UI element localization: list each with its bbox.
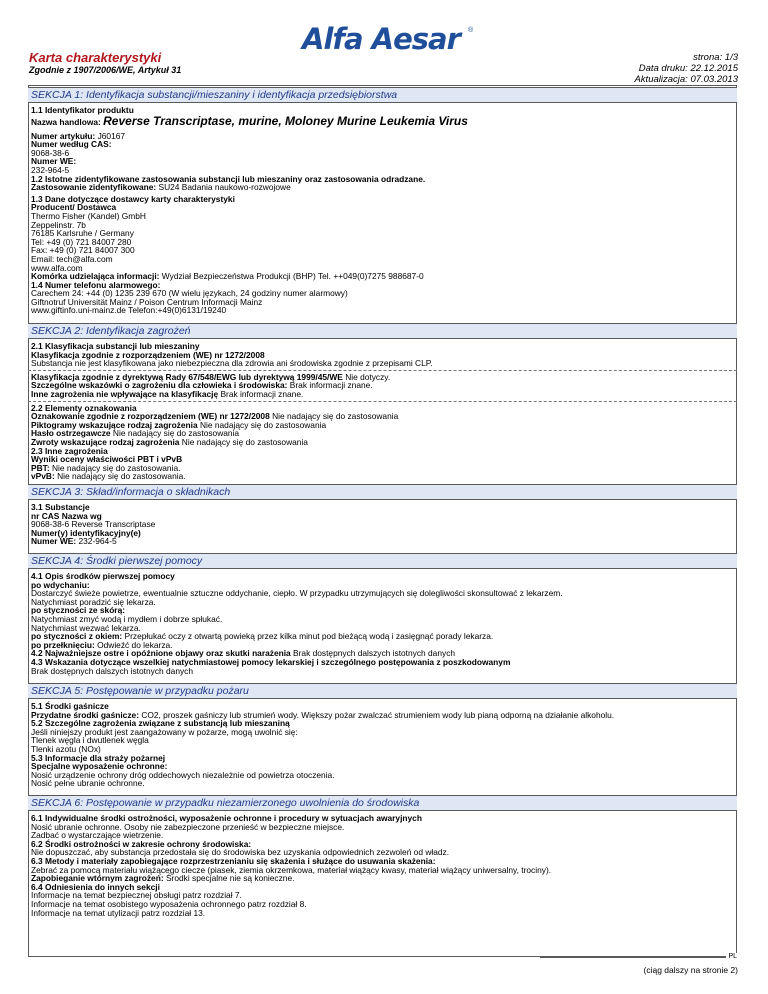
s1-address-line: Tel: +49 (0) 721 84007 280 [31,236,132,247]
s2-other-hazards-heading: 2.3 Inne zagrożenia [31,445,108,456]
s2-clp-heading: Klasyfikacja zgodnie z rozporządzeniem (WE) nr 1272/2008 [31,349,265,360]
footer-language: PL [728,953,737,960]
s4-skin-text: Natychmiast zmyć wodą i mydłem i dobrze spłukać. [31,613,223,624]
s5-hazards-text: Tlenki azotu (NOx) [31,743,101,754]
document-subtitle: Zgodnie z 1907/2006/WE, Artykuł 31 [29,65,182,75]
update-date: Aktualizacja: 07.03.2013 [634,74,738,85]
s1-cas-value: 9068-38-6 [31,147,70,158]
s2-marking-row: Oznakowanie zgodnie z rozporządzeniem (WE) nr 1272/2008 Nie nadający się do zastosowania [31,411,399,422]
s5-hazards-text: Tlenek węgla i dwutlenek węgla [31,735,149,746]
s1-email: Email: tech@alfa.com [31,253,113,264]
footer-continued: (ciąg dalszy na stronie 2) [643,965,738,975]
s1-supplier-heading: 1.3 Dane dotyczące dostawcy karty charakterystyki [31,193,235,204]
s4-medical-text: Brak dostępnych dalszych istotnych danych [31,665,194,676]
s3-substances-heading: 3.1 Substancje [31,502,90,512]
s2-pbt-heading: Wyniki oceny właściwości PBT i vPvB [31,454,183,465]
s2-vpvb-row: vPvB: Nie nadający się do zastosowania. [31,471,186,482]
section-1-title: SEKCJA 1: Identyfikacja substancji/mieszaniny i identyfikacja przedsiębiorstwa [28,87,737,103]
s1-uses-heading: 1.2 Istotne zidentyfikowane zastosowania substancji lub mieszaniny oraz zastosowania odradzane. [31,173,426,184]
s4-eye-row: po styczności z okiem: Przepłukać oczy z otwartą powieką przez kilka minut pod bieżącą wodą i zasięgnąć porady lekarza. [31,631,494,642]
section-6-title: SEKCJA 6: Postępowanie w przypadku niezamierzonego uwolnienia do środowiska [28,795,737,811]
document-title: Karta charakterystyki [29,50,162,65]
s4-skin-label: po styczności ze skórą: [31,605,126,616]
s1-website: www.alfa.com [31,262,83,273]
section-5-title: SEKCJA 5: Postępowanie w przypadku pożaru [28,683,737,699]
s6-references-heading: 6.4 Odniesienia do innych sekcji [31,881,160,892]
page-number: strona: 1/3 [693,52,738,63]
s6-reference-text: Informacje na temat utylizacji patrz rozdział 13. [31,907,206,918]
s2-hazard-row: Zwroty wskazujące rodzaj zagrożenia Nie nadający się do zastosowania [31,436,308,447]
s6-environment-heading: 6.2 Środki ostrożności w zakresie ochrony środowiska: [31,838,252,849]
s2-clp-text: Substancja nie jest klasyfikowana jako niebezpieczna dla zdrowia ani środowiska zgodnie z przepisami CLP. [31,358,433,369]
s1-emergency-line: Carechem 24: +44 (0) 1235 239 670 (W wielu językach, 24 godziny numer alarmowy) [31,288,348,299]
s6-secondary-row: Zapobieganie wtórnym zagrożeń: Środki specjalne nie są konieczne. [31,873,295,884]
s1-address-line: Thermo Fisher (Kandel) GmbH [31,210,146,221]
s5-extinguishing-heading: 5.1 Środki gaśnicze [31,701,109,711]
s6-containment-text: Zebrać za pomocą materiału wiążącego ciecze (piasek, ziemia okrzemkowa, materiał wiążący kwasy, materiał wiążący uniwersalny, trociny). [31,864,552,875]
s1-cas-label: Numer według CAS: [31,139,112,150]
section-5 [28,683,737,788]
section-1 [28,87,737,315]
s6-reference-text: Informacje na temat bezpiecznej obsługi patrz rozdział 7. [31,890,242,901]
s4-swallow-row: po przełknięciu: Odwieźć do lekarza. [31,639,173,650]
section-3 [28,484,737,546]
s3-substance-row: 9068-38-6 Reverse Transcriptase [31,519,156,530]
s3-ident-heading: Numer(y) identyfikacyjny(e) [31,527,141,538]
separator [28,370,737,371]
s6-precautions-heading: 6.1 Indywidualne środki ostrożności, wyposażenie ochronne i procedury w sytuacjach awaryjnych [31,813,422,823]
s6-precautions-text: Nosić ubranie ochronne. Osoby nie zabezpieczone przenieść w bezpieczne miejsce. [31,821,345,832]
s2-classification-heading: 2.1 Klasyfikacja substancji lub mieszaniny [31,341,200,351]
print-date: Data druku: 22.12.2015 [638,63,738,74]
s6-precautions-text: Zadbać o wystarczające wietrzenie. [31,830,164,841]
s4-inhalation-label: po wdychaniu: [31,579,90,590]
s2-special-row: Szczególne wskazówki o zagrożeniu dla człowieka i środowiska: Brak informacji znane. [31,380,373,391]
s1-product-id-heading: 1.1 Identyfikator produktu [31,105,134,115]
s4-skin-text: Natychmiast wezwać lekarza. [31,622,141,633]
s2-signal-row: Hasło ostrzegawcze Nie nadający się do zastosowania [31,428,240,439]
s5-firefighters-heading: 5.3 Informacje dla straży pożarnej [31,752,166,763]
s1-trade-name-row [31,115,737,129]
s1-use-row: Zastosowanie zidentyfikowane: SU24 Badania naukowo-rozwojowe [31,182,291,193]
s4-first-aid-heading: 4.1 Opis środków pierwszej pomocy [31,571,175,581]
s5-hazards-text: Jeśli niniejszy produkt jest zaangażowany w pożarze, mogą uwolnić się: [31,726,298,737]
s4-inhalation-text: Natychmiast poradzić się lekarza. [31,596,156,607]
s1-info-row: Komórka udzielająca informacji: Wydział Bezpieczeństwa Produkcji (BHP) Tel. ++049(0)7275 988687-0 [31,271,424,282]
s4-medical-heading: 4.3 Wskazania dotyczące wszelkiej natychmiastowej pomocy lekarskiej i szczególnego postępowania z poszkodowanym [31,656,511,667]
footer-rule [540,957,737,958]
s1-address-line: Zeppelinstr. 7b [31,219,86,230]
s6-environment-text: Nie dopuszczać, aby substancja przedostała się do środowiska bez uzyskania odpowiednich zezwoleń od władz. [31,847,450,858]
s1-emergency-heading: 1.4 Numer telefonu alarmowego: [31,279,161,290]
s1-we-value: 232-964-5 [31,164,70,175]
section-3-title: SEKCJA 3: Skład/informacja o składnikach [28,484,737,500]
s5-equipment-text: Nosić urządzenie ochrony dróg oddechowych niezależnie od powietrza otoczenia. [31,769,335,780]
s2-pbt-row: PBT: Nie nadający się do zastosowania. [31,462,181,473]
logo-text: Alfa Aesar [302,22,460,56]
s6-containment-heading: 6.3 Metody i materiały zapobiegające rozprzestrzenianiu się skażenia i służące do usuwania skażenia: [31,855,436,866]
s1-article-row: Numer artykułu: J60167 [31,130,126,141]
s1-supplier-label: Producent/ Dostawca [31,202,117,213]
s4-inhalation-text: Dostarczyć świeże powietrze, ewentualnie sztuczne oddychanie, ciepło. W przypadku utrzymujących się dolegliwości skonsultować z lekarzem. [31,588,563,599]
s2-directive-row: Klasyfikacja zgodnie z dyrektywą Rady 67/548/EWG lub dyrektywą 1999/45/WE Nie dotyczy. [31,371,391,382]
s1-emergency-line: www.giftinfo.uni-mainz.de Telefon:+49(0)6131/19240 [31,305,227,316]
section-4 [28,553,737,675]
s1-article-value: J60167 [97,130,126,141]
s5-special-hazards-heading: 5.2 Szczególne zagrożenia związane z substancją lub mieszaniną [31,718,290,729]
section-4-title: SEKCJA 4: Środki pierwszej pomocy [28,553,737,569]
s1-address-line: Fax: +49 (0) 721 84007 300 [31,245,135,256]
section-2-title: SEKCJA 2: Identyfikacja zagrożeń [28,323,737,339]
s6-reference-text: Informacje na temat osobistego wyposażenia ochronnego patrz rozdział 8. [31,898,307,909]
separator [28,401,737,402]
s1-trade-name-value: Reverse Transcriptase, murine, Moloney Murine Leukemia Virus [103,113,468,128]
s2-label-elements-heading: 2.2 Elementy oznakowania [31,402,137,413]
s2-pictogram-row: Piktogramy wskazujące rodzaj zagrożenia Nie nadający się do zastosowania [31,419,327,430]
header-left [29,50,181,76]
section-6 [28,795,737,917]
s1-address-line: 76185 Karlsruhe / Germany [31,228,134,239]
s5-extinguishing-row: Przydatne środki gaśnicze: CO2, proszek gaśniczy lub strumień wody. Większy pożar zwalczać strumieniem wody lub pianą odporną na działanie alkoholu. [31,709,615,720]
header-right [634,52,738,85]
section-2 [28,323,737,481]
s5-equipment-heading: Specjalne wyposażenie ochronne: [31,761,168,772]
s2-other-row: Inne zagrożenia nie wpływające na klasyfikację Brak informacji znane. [31,388,304,399]
s4-symptoms-row: 4.2 Najważniejsze ostre i opóźnione objawy oraz skutki narażenia Brak dostępnych dalszych istotnych danych [31,648,456,659]
s5-equipment-text: Nosić pełne ubranie ochronne. [31,778,145,789]
s1-trade-name-label: Nazwa handlowa: [31,116,104,127]
alfa-aesar-logo [300,20,480,56]
s1-we-label: Numer WE: [31,156,77,167]
logo-registered-mark: ® [468,27,474,34]
s3-columns: nr CAS Nazwa wg [31,510,102,521]
s1-emergency-line: Giftnotruf Universität Mainz / Poison Centrum Informacji Mainz [31,296,263,307]
s3-we-row: Numer WE: 232-964-5 [31,536,117,547]
